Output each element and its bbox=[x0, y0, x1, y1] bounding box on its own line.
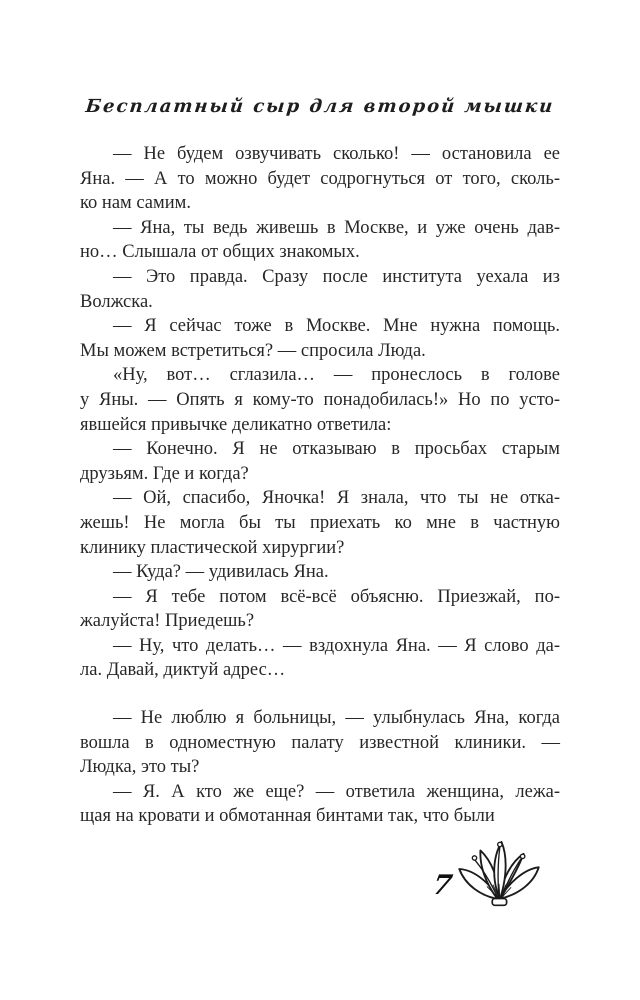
text-line: клинику пластической хирургии? bbox=[80, 537, 345, 558]
paragraph bbox=[80, 560, 560, 585]
text-line: Волжска. bbox=[80, 291, 153, 312]
text-line: но… Слышала от общих знакомых. bbox=[80, 242, 360, 263]
text-line: друзьям. Где и когда? bbox=[80, 463, 249, 484]
paragraph bbox=[80, 142, 560, 216]
text-line: «Ну, вот… сглазила… — пронеслось в голове bbox=[113, 365, 560, 386]
text-line: — Не люблю я больницы, — улыбнулась Яна, когда bbox=[113, 708, 560, 729]
text-line: — Яна, ты ведь живешь в Москве, и уже очень дав- bbox=[113, 217, 560, 238]
text-line: явшейся привычке деликатно ответила: bbox=[80, 414, 392, 435]
text-line: — Я сейчас тоже в Москве. Мне нужна помощь. bbox=[113, 316, 560, 337]
body-text bbox=[80, 142, 560, 829]
paragraph bbox=[80, 634, 560, 683]
text-line: ла. Давай, диктуй адрес… bbox=[80, 660, 286, 681]
text-line: — Я. А кто же еще? — ответила женщина, лежа- bbox=[113, 781, 560, 802]
text-line: — Ну, что делать… — вздохнула Яна. — Я слово да- bbox=[113, 635, 560, 656]
paragraph bbox=[80, 265, 560, 314]
paragraph bbox=[80, 363, 560, 437]
paragraph bbox=[80, 437, 560, 486]
text-line: жешь! Не могла бы ты приехать ко мне в частную bbox=[80, 512, 560, 533]
text-line: ко нам самим. bbox=[80, 193, 191, 214]
text-line: Мы можем встретиться? — спросила Люда. bbox=[80, 340, 426, 361]
text-line: — Не будем озвучивать сколько! — остановила ее bbox=[113, 144, 560, 164]
running-header-title: Бесплатный сыр для второй мышки bbox=[84, 96, 556, 117]
text-line: — Куда? — удивилась Яна. bbox=[113, 562, 329, 583]
text-line: — Конечно. Я не отказываю в просьбах старым bbox=[113, 439, 560, 460]
text-line: — Ой, спасибо, Яночка! Я знала, что ты не отка- bbox=[113, 488, 560, 509]
paragraph bbox=[80, 706, 560, 780]
text-line: — Это правда. Сразу после института уехала из bbox=[113, 266, 560, 287]
text-line: щая на кровати и обмотанная бинтами так, что были bbox=[80, 806, 495, 827]
text-line: жалуйста! Приедешь? bbox=[80, 611, 255, 632]
text-line: Яна. — А то можно будет содрогнуться от того, сколь- bbox=[80, 168, 560, 189]
text-line: вошла в одноместную палату известной клиники. — bbox=[80, 732, 560, 753]
page-footer bbox=[0, 828, 640, 923]
page-number: 7 bbox=[430, 870, 455, 901]
paragraph bbox=[80, 216, 560, 265]
text-line: у Яны. — Опять я кому-то понадобилась!» Но по усто- bbox=[80, 389, 560, 410]
text-line: — Я тебе потом всё-всё объясню. Приезжай, по- bbox=[113, 586, 560, 607]
paragraph bbox=[80, 780, 560, 829]
paragraph bbox=[80, 486, 560, 560]
text-line: Людка, это ты? bbox=[80, 757, 200, 778]
paragraph bbox=[80, 585, 560, 634]
flower-ornament-icon bbox=[456, 831, 542, 907]
paragraph bbox=[80, 314, 560, 363]
